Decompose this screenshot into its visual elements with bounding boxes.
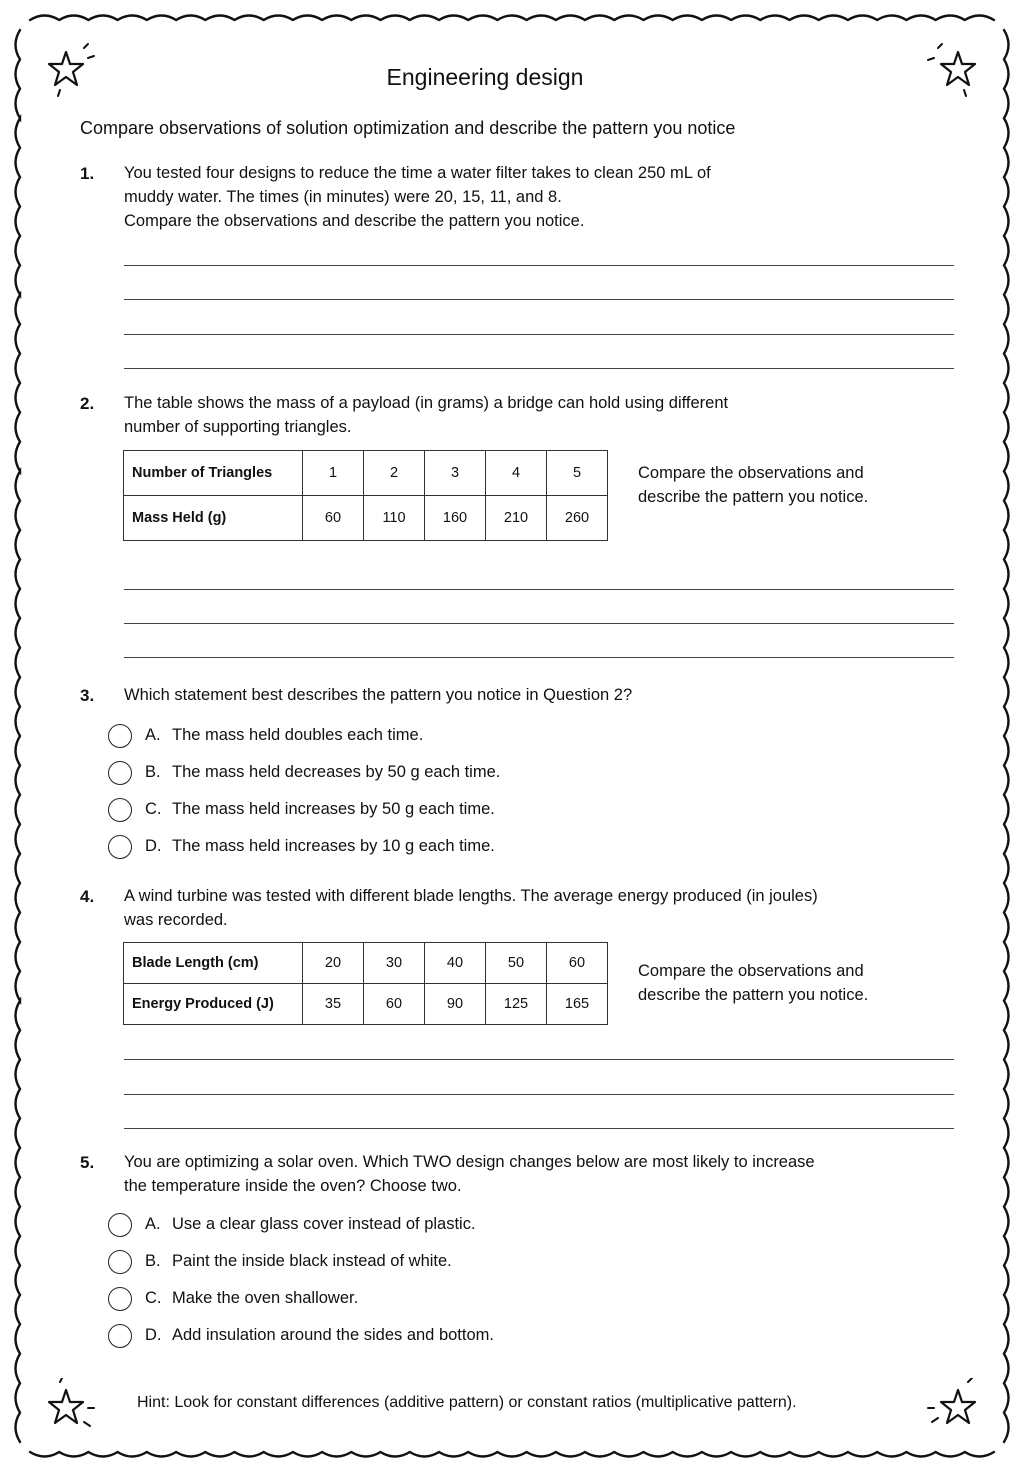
option-text: The mass held increases by 10 g each time. (172, 837, 495, 855)
data-table (123, 450, 608, 541)
answer-line[interactable] (124, 1059, 954, 1060)
table-cell: 60 (303, 496, 364, 541)
radio-button[interactable] (108, 835, 132, 859)
table-cell: 5 (547, 451, 608, 496)
side-prompt-line: Compare the observations and (638, 464, 864, 482)
radio-button[interactable] (108, 1213, 132, 1237)
answer-line[interactable] (124, 368, 954, 369)
question-line: Compare the observations and describe the pattern you notice. (124, 212, 585, 230)
option-text: Use a clear glass cover instead of plastic. (172, 1215, 476, 1233)
side-prompt (638, 461, 928, 509)
question-line: Which statement best describes the pattern you notice in Question 2? (124, 686, 633, 704)
radio-button[interactable] (108, 724, 132, 748)
question-line: You tested four designs to reduce the time a water filter takes to clean 250 mL of (124, 164, 711, 182)
radio-button[interactable] (108, 1250, 132, 1274)
question-line: the temperature inside the oven? Choose two. (124, 1177, 462, 1195)
table-cell: 210 (486, 496, 547, 541)
table-row (124, 496, 608, 541)
answer-line[interactable] (124, 334, 954, 335)
radio-button[interactable] (108, 1324, 132, 1348)
question-line: was recorded. (124, 911, 228, 929)
question-number: 4. (80, 887, 95, 906)
table-cell: 40 (425, 943, 486, 984)
table-cell: 165 (547, 984, 608, 1025)
answer-line[interactable] (124, 589, 954, 590)
option-letter: B. (145, 1252, 161, 1270)
question-text (124, 161, 914, 233)
question-number: 1. (80, 164, 95, 183)
radio-button[interactable] (108, 1287, 132, 1311)
table-cell: 125 (486, 984, 547, 1025)
data-table (123, 942, 608, 1025)
row-header: Mass Held (g) (124, 496, 303, 541)
question-number: 3. (80, 686, 95, 705)
page-title: Engineering design (386, 64, 584, 90)
table-cell: 110 (364, 496, 425, 541)
table-cell: 60 (547, 943, 608, 984)
table-cell: 20 (303, 943, 364, 984)
row-header: Energy Produced (J) (124, 984, 303, 1025)
question-line: You are optimizing a solar oven. Which TWO design changes below are most likely to increase (124, 1153, 815, 1171)
table-cell: 3 (425, 451, 486, 496)
hint-text: Hint: Look for constant differences (additive pattern) or constant ratios (multiplicative pattern). (137, 1394, 797, 1411)
question-line: number of supporting triangles. (124, 418, 352, 436)
answer-line[interactable] (124, 623, 954, 624)
table-cell: 160 (425, 496, 486, 541)
table-cell: 1 (303, 451, 364, 496)
side-prompt-line: Compare the observations and (638, 962, 864, 980)
side-prompt-line: describe the pattern you notice. (638, 986, 869, 1004)
question-line: The table shows the mass of a payload (in grams) a bridge can hold using different (124, 394, 729, 412)
radio-button[interactable] (108, 798, 132, 822)
option-letter: C. (145, 1289, 162, 1307)
question-text (124, 884, 924, 932)
side-prompt (638, 959, 928, 1007)
table-cell: 60 (364, 984, 425, 1025)
answer-line[interactable] (124, 1128, 954, 1129)
table-cell: 4 (486, 451, 547, 496)
table-row (124, 451, 608, 496)
answer-line[interactable] (124, 1094, 954, 1095)
question-line: muddy water. The times (in minutes) were 20, 15, 11, and 8. (124, 188, 562, 206)
question-number: 5. (80, 1153, 95, 1172)
row-header: Number of Triangles (124, 451, 303, 496)
question-text (124, 1150, 924, 1198)
option-text: Paint the inside black instead of white. (172, 1252, 452, 1270)
option-letter: A. (145, 726, 161, 744)
radio-button[interactable] (108, 761, 132, 785)
table-cell: 260 (547, 496, 608, 541)
side-prompt-line: describe the pattern you notice. (638, 488, 869, 506)
table-cell: 90 (425, 984, 486, 1025)
option-letter: D. (145, 837, 162, 855)
answer-line[interactable] (124, 299, 954, 300)
option-text: The mass held increases by 50 g each time. (172, 800, 495, 818)
table-row (124, 984, 608, 1025)
row-header: Blade Length (cm) (124, 943, 303, 984)
option-text: Make the oven shallower. (172, 1289, 359, 1307)
option-letter: D. (145, 1326, 162, 1344)
option-text: Add insulation around the sides and bottom. (172, 1326, 494, 1344)
option-text: The mass held doubles each time. (172, 726, 424, 744)
answer-line[interactable] (124, 265, 954, 266)
question-text (124, 683, 914, 707)
table-row (124, 943, 608, 984)
star-sparkle-icon (40, 1378, 100, 1438)
table-cell: 35 (303, 984, 364, 1025)
question-text (124, 391, 914, 439)
question-line: A wind turbine was tested with different blade lengths. The average energy produced (in joules) (124, 887, 818, 905)
star-sparkle-icon (924, 1378, 984, 1438)
option-letter: C. (145, 800, 162, 818)
option-letter: A. (145, 1215, 161, 1233)
table-cell: 30 (364, 943, 425, 984)
question-number: 2. (80, 394, 95, 413)
table-cell: 50 (486, 943, 547, 984)
answer-line[interactable] (124, 657, 954, 658)
option-letter: B. (145, 763, 161, 781)
table-cell: 2 (364, 451, 425, 496)
option-text: The mass held decreases by 50 g each time. (172, 763, 501, 781)
instructions: Compare observations of solution optimization and describe the pattern you notice (80, 118, 736, 138)
